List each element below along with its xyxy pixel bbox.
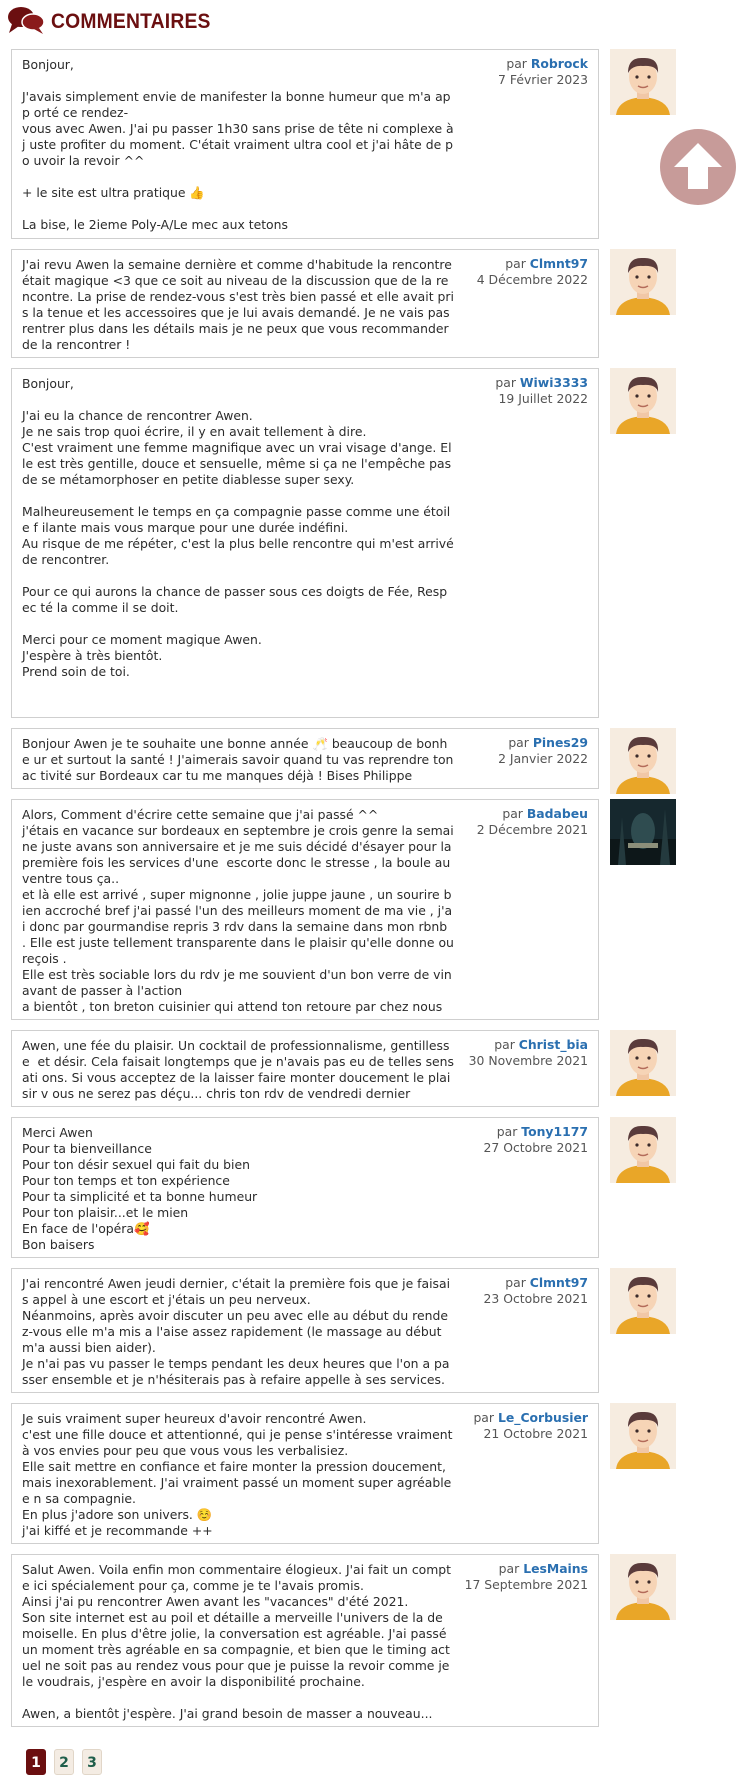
comment-author-link[interactable]: Christ_bia bbox=[518, 1037, 588, 1052]
comment-box bbox=[11, 249, 599, 358]
arrow-up-icon bbox=[660, 129, 736, 205]
comment-meta bbox=[484, 1275, 589, 1307]
comment-item bbox=[11, 1268, 677, 1393]
man-avatar-icon bbox=[610, 1554, 676, 1620]
page-2-button[interactable]: 2 bbox=[54, 1749, 74, 1775]
speech-bubbles-icon bbox=[6, 5, 46, 35]
comment-author-link[interactable]: Wiwi3333 bbox=[519, 375, 588, 390]
comment-item bbox=[11, 49, 677, 239]
man-avatar-icon bbox=[610, 1403, 676, 1469]
comment-meta bbox=[477, 806, 588, 838]
page-1-button[interactable]: 1 bbox=[26, 1749, 46, 1775]
comment-author-link[interactable]: Tony1177 bbox=[521, 1124, 588, 1139]
comment-item bbox=[11, 368, 677, 718]
comment-text: J'ai rencontré Awen jeudi dernier, c'était la première fois que je faisais appel à une escort et j'étais un peu nerveux. Néanmoins, après avoir discuter un peu avec elle au début du rendez-vous elle m'a mis a l'aise assez rapidement (le massage au début m'a aussi bien aider). Je n'ai pas vu passer le temps pendant les deux heures que l'on a passer ensemble et je n'hésiterais pas à refaire appelle à ses services. bbox=[22, 1276, 451, 1387]
comment-box bbox=[11, 1268, 599, 1393]
comments-header bbox=[6, 5, 706, 39]
comment-box bbox=[11, 728, 599, 789]
comment-avatar bbox=[610, 1403, 676, 1469]
comment-by-label: par bbox=[502, 806, 523, 821]
comment-box bbox=[11, 368, 599, 718]
comment-meta bbox=[498, 56, 588, 88]
comment-avatar bbox=[610, 728, 676, 794]
comment-date: 30 Novembre 2021 bbox=[468, 1053, 588, 1068]
comment-text: J'ai revu Awen la semaine dernière et comme d'habitude la rencontre était magique <3 que ce soit au niveau de la discussion que de la rencontre. La prise de rendez-vous s'est très bien passé et elle avait pris la tenue et les accessoires que je lui avais demandé. Je ne vais pas rentrer plus dans les détails mais je ne peux que vous recommander de la rencontrer ! bbox=[22, 257, 456, 352]
comment-meta bbox=[477, 256, 588, 288]
comment-date: 23 Octobre 2021 bbox=[483, 1291, 588, 1306]
comment-box bbox=[11, 1554, 599, 1727]
comment-text: Salut Awen. Voila enfin mon commentaire élogieux. J'ai fait un compte ici spécialement pour ça, comme je te l'avais promis. Ainsi j'ai pu rencontrer Awen avant les "vacances" d'été 2021. Son site internet est au poil et détaille a merveille l'univers de la demoiselle. En plus d'être jolie, la conversation est agréable. J'ai passé un moment très agréable en sa compagnie, et bien que le timing actuel ne soit pas au rendez vous pour que je puisse la revoir comme je le voudrais, j'espère en avoir la disponibilité prochaine. Awen, a bientôt j'espère. J'ai grand besoin de masser a nouveau... bbox=[22, 1562, 452, 1721]
comment-text: Je suis vraiment super heureux d'avoir rencontré Awen. c'est une fille douce et attentionné, qui je pense s'intéresse vraiment à vos envies pour peu que vous vous les verbalisiez. Elle sait mettre en confiance et faire monter la pression doucement, mais inexorablement. J'ai vraiment passé un moment super agréable e n sa compagnie. En plus j'adore son univers. ☺️ j'ai kiffé et je recommande ++ bbox=[22, 1411, 453, 1538]
comment-by-label: par bbox=[473, 1410, 494, 1425]
comment-box bbox=[11, 1117, 599, 1258]
comment-by-label: par bbox=[505, 256, 526, 271]
comment-text: Alors, Comment d'écrire cette semaine que j'ai passé ^^ j'étais en vacance sur bordeaux en septembre je crois genre la semaine juste avans son anniversaire et je me suis décidé d'ésayer pour la première fois les services d'une escorte donc le stresse , la boule au ventre tous ça.. et là elle est arrivé , super mignonne , jolie juppe jaune , un sourire bien accroché bref j'ai passé l'un des meilleurs moment de ma vie , j'ai donc par gourmandise repris 3 rdv dans la semaine dans mon rbnb . Elle est juste tellement transparente dans le plaisir qu'elle donne ou reçois . Elle est très sociable lors du rdv je me souvient d'un bon verre de vin avant de passer à l'action a bientôt , ton breton cuisinier qui attend ton retoure par chez nous bbox=[22, 807, 454, 1014]
man-avatar-icon bbox=[610, 1117, 676, 1183]
comment-avatar bbox=[610, 1117, 676, 1183]
comment-avatar bbox=[610, 1554, 676, 1620]
comment-text: Bonjour Awen je te souhaite une bonne année 🥂 beaucoup de bonhe ur et surtout la santé ! J'aimerais savoir quand tu vas reprendre ton ac tivité sur Bordeaux car tu me manques déjà ! Bises Philippe bbox=[22, 736, 458, 783]
comment-avatar bbox=[610, 368, 676, 434]
comment-meta bbox=[495, 375, 588, 407]
comment-author-link[interactable]: Pines29 bbox=[532, 735, 588, 750]
comment-item bbox=[11, 249, 677, 358]
comment-avatar bbox=[610, 49, 676, 115]
comment-by-label: par bbox=[496, 1124, 518, 1139]
comment-by-label: par bbox=[495, 375, 516, 390]
comment-avatar bbox=[610, 799, 676, 865]
comment-item bbox=[11, 1117, 677, 1258]
man-avatar-icon bbox=[610, 368, 676, 434]
comment-meta bbox=[473, 1410, 588, 1442]
comment-avatar bbox=[610, 249, 676, 315]
comment-author-link[interactable]: Clmnt97 bbox=[529, 1275, 588, 1290]
comment-author-link[interactable]: LesMains bbox=[523, 1561, 588, 1576]
comment-date: 21 Octobre 2021 bbox=[483, 1426, 588, 1441]
comment-text: Bonjour, J'ai eu la chance de rencontrer Awen. Je ne sais trop quoi écrire, il y en avait tellement à dire. C'est vraiment une femme magnifique avec un vrai visage d'ange. Elle est très gentille, douce et sensuelle, même si ça ne l'empêche pas de se métamorphoser en petite diablesse super sexy. Malheureusement le temps en ça compagnie passe comme une étoile f ilante mais vous marque pour une durée indéfini. Au risque de me répéter, c'est la plus belle rencontre qui m'est arrivé de rencontrer. Pour ce qui aurons la chance de passer sous ces doigts de Fée, Respec té la comme il se doit. Merci pour ce moment magique Awen. J'espère à très bientôt. Prend soin de toi. bbox=[22, 376, 454, 679]
comment-meta bbox=[465, 1561, 588, 1593]
comment-avatar bbox=[610, 1268, 676, 1334]
comment-avatar bbox=[610, 1030, 676, 1096]
man-avatar-icon bbox=[610, 1030, 676, 1096]
comment-date: 7 Février 2023 bbox=[498, 72, 588, 87]
comment-box bbox=[11, 1403, 599, 1544]
comment-author-link[interactable]: Clmnt97 bbox=[529, 256, 588, 271]
comment-text: Awen, une fée du plaisir. Un cocktail de professionnalisme, gentillesse et désir. Cela faisait longtemps que je n'avais pas eu de telles sensati ons. Si vous acceptez de la laisser faire monter doucement le plaisir v ous ne serez pas déçu... chris ton rdv de vendredi dernier bbox=[22, 1038, 454, 1101]
comment-by-label: par bbox=[498, 1561, 520, 1576]
comment-author-link[interactable]: Le_Corbusier bbox=[497, 1410, 588, 1425]
scroll-to-top-button[interactable] bbox=[660, 129, 736, 205]
comment-date: 17 Septembre 2021 bbox=[464, 1577, 588, 1592]
comment-author-link[interactable]: Badabeu bbox=[526, 806, 588, 821]
pagination bbox=[26, 1749, 110, 1779]
comment-date: 4 Décembre 2022 bbox=[476, 272, 588, 287]
man-avatar-icon bbox=[610, 249, 676, 315]
comment-by-label: par bbox=[508, 735, 529, 750]
page-3-button[interactable]: 3 bbox=[82, 1749, 102, 1775]
comment-item bbox=[11, 1403, 677, 1544]
comment-by-label: par bbox=[506, 56, 527, 71]
man-avatar-icon bbox=[610, 1268, 676, 1334]
comment-item bbox=[11, 799, 677, 1020]
comment-author-link[interactable]: Robrock bbox=[530, 56, 588, 71]
comment-box bbox=[11, 1030, 599, 1107]
dark-forest-image bbox=[610, 799, 676, 865]
comment-item bbox=[11, 1554, 677, 1727]
page-title: COMMENTAIRES bbox=[51, 10, 211, 33]
comment-by-label: par bbox=[494, 1037, 515, 1052]
comment-item bbox=[11, 1030, 677, 1107]
comment-date: 2 Décembre 2021 bbox=[476, 822, 588, 837]
comment-meta bbox=[469, 1037, 588, 1069]
comment-meta bbox=[498, 735, 588, 767]
comment-box bbox=[11, 49, 599, 239]
man-avatar-icon bbox=[610, 49, 676, 115]
comment-box bbox=[11, 799, 599, 1020]
comment-date: 2 Janvier 2022 bbox=[498, 751, 588, 766]
comment-text: Merci Awen Pour ta bienveillance Pour ton désir sexuel qui fait du bien Pour ton temps et ton expérience Pour ta simplicité et ta bonne humeur Pour ton plaisir...et le mien En face de l'opéra🥰 Bon baisers bbox=[22, 1125, 258, 1252]
man-avatar-icon bbox=[610, 728, 676, 794]
comment-date: 19 Juillet 2022 bbox=[498, 391, 588, 406]
comment-item bbox=[11, 728, 677, 789]
comment-date: 27 Octobre 2021 bbox=[483, 1140, 588, 1155]
comment-meta bbox=[484, 1124, 589, 1156]
comment-by-label: par bbox=[505, 1275, 526, 1290]
comment-text: Bonjour, J'avais simplement envie de manifester la bonne humeur que m'a app orté ce rendez- vous avec Awen. J'ai pu passer 1h30 sans prise de tête ni complexe à j uste profiter du moment. C'était vraiment ultra cool et j'ai hâte de po uvoir la revoir ^^ + le site est ultra pratique 👍 La bise, le 2ieme Poly-A/Le mec aux tetons bbox=[22, 57, 454, 232]
